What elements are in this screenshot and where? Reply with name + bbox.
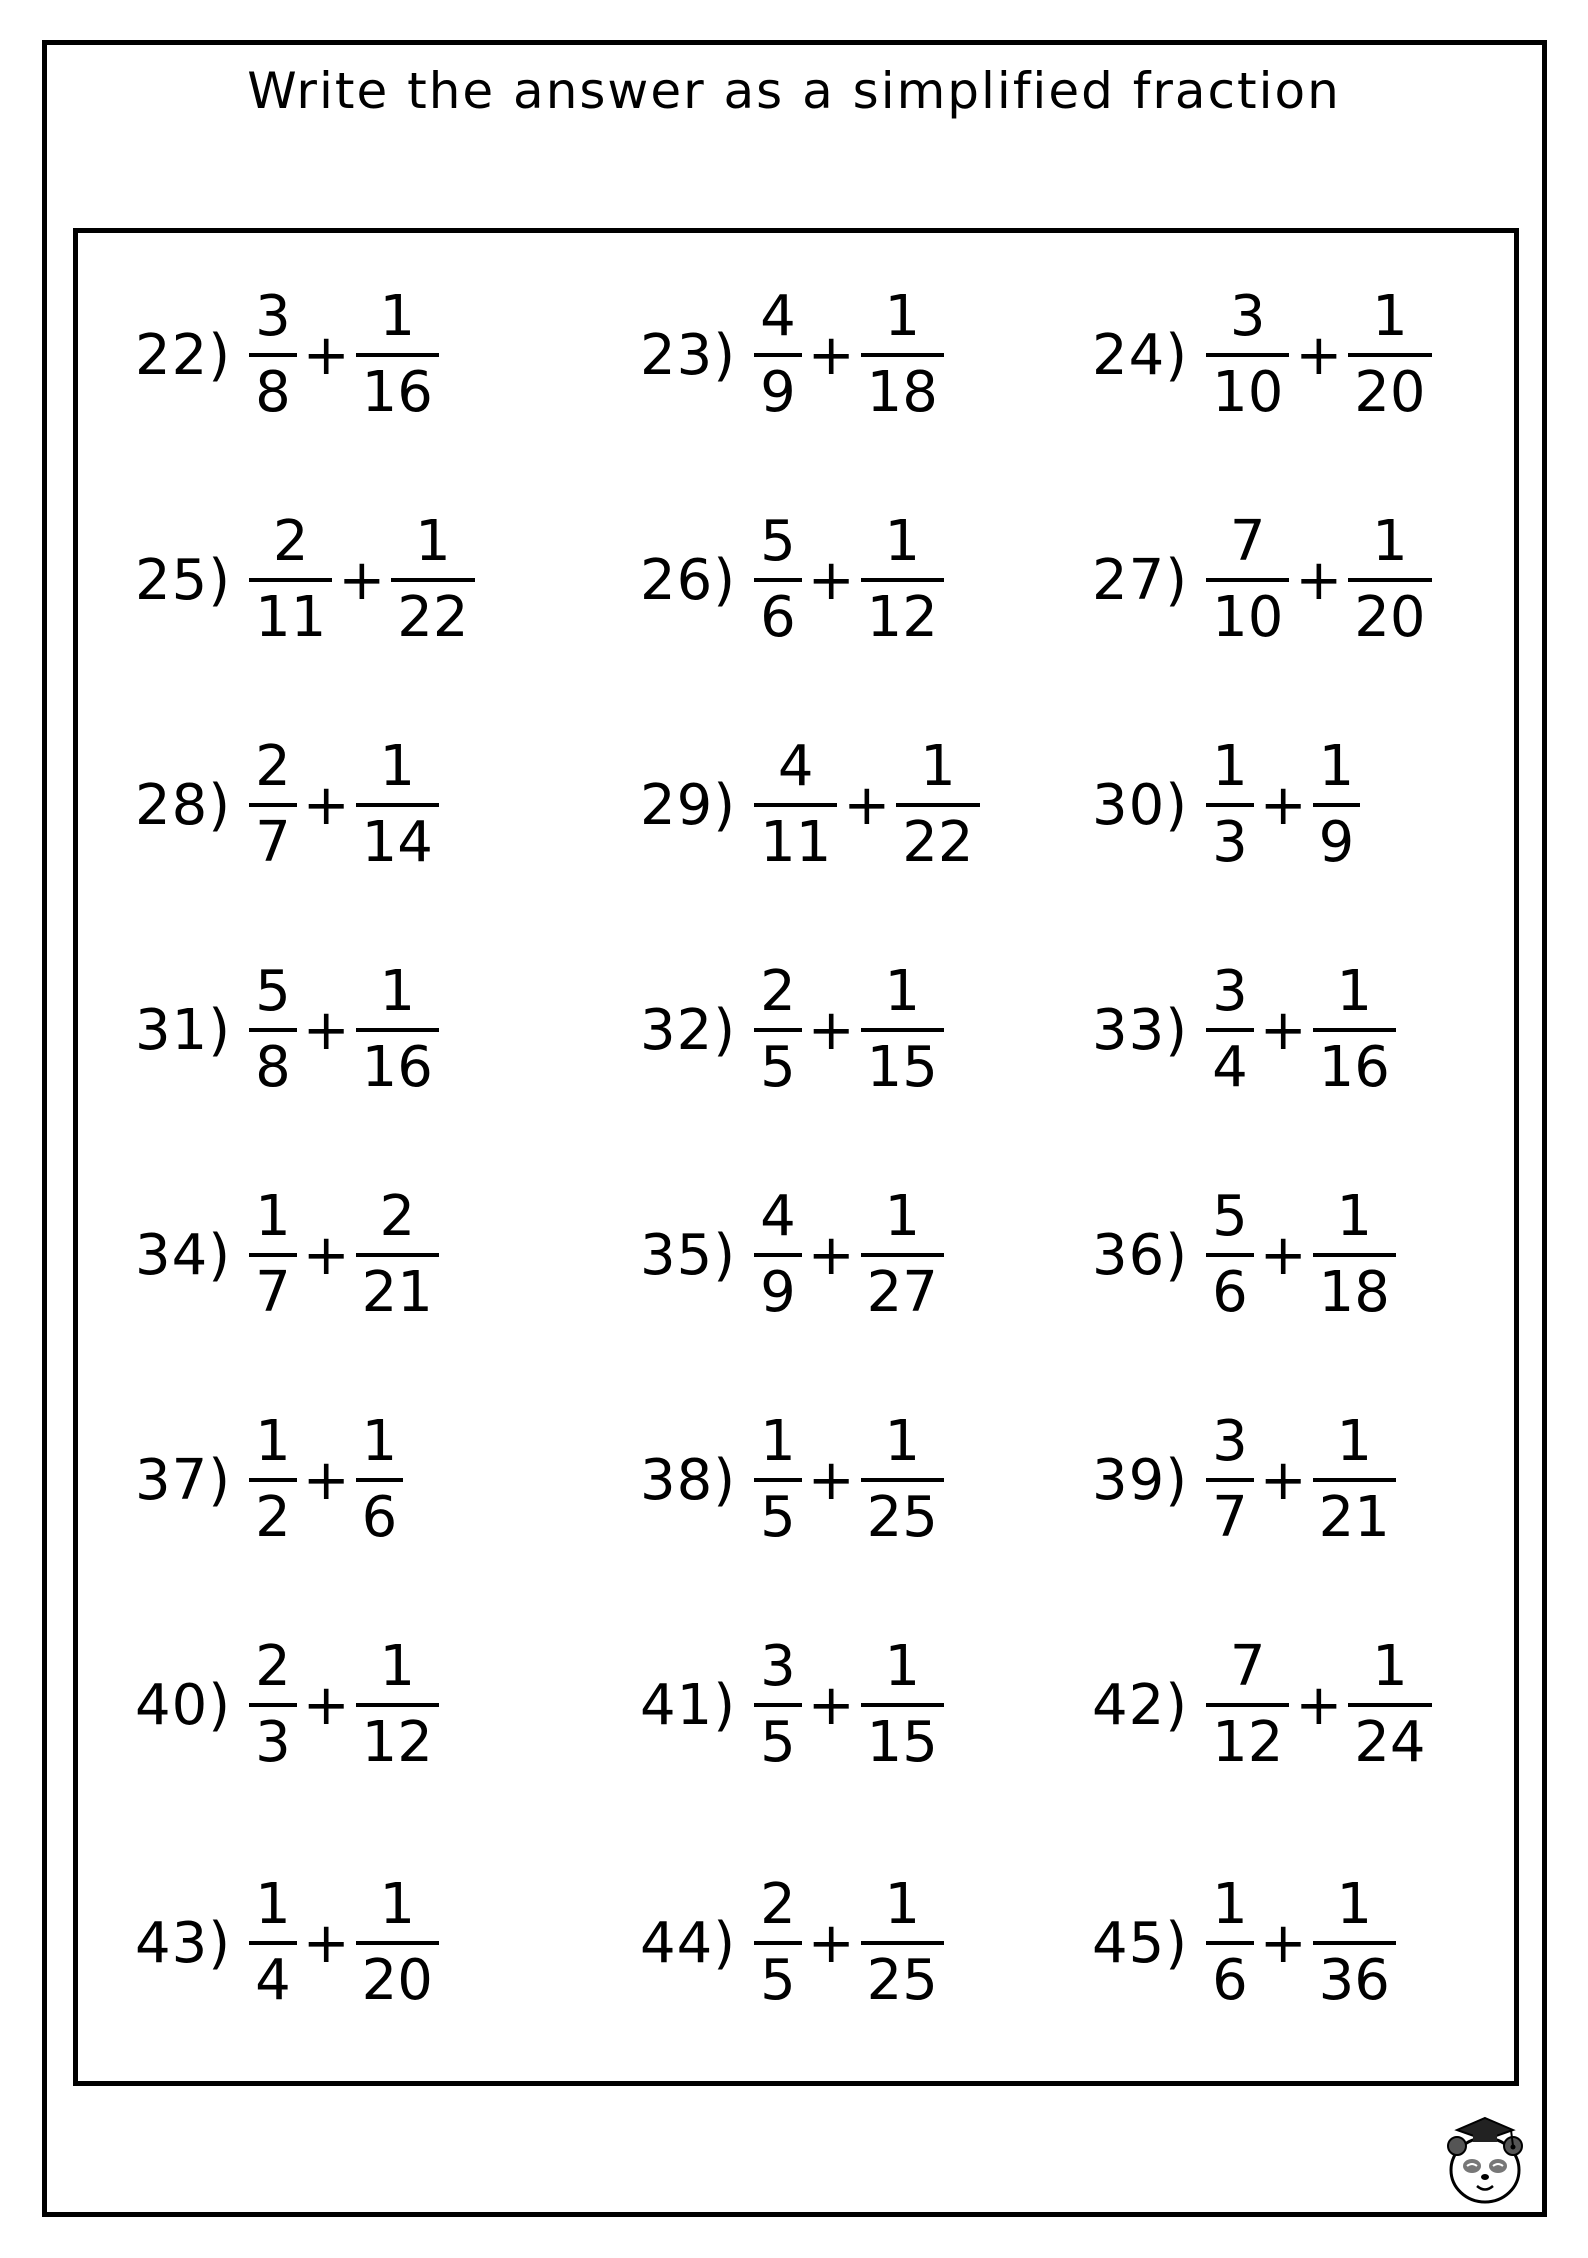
- fraction-a: [1206, 1409, 1254, 1550]
- fraction-a: [1206, 1872, 1254, 2013]
- denominator: 18: [1318, 1260, 1390, 1325]
- plus-sign: +: [302, 322, 350, 388]
- denominator: 24: [1354, 1710, 1426, 1775]
- problem-number: 22): [135, 322, 232, 388]
- numerator: 1: [361, 1409, 398, 1474]
- problem-number: 44): [640, 1910, 737, 1976]
- problem-number: 27): [1092, 547, 1189, 613]
- numerator: 1: [760, 1409, 796, 1474]
- numerator: 1: [1336, 1184, 1373, 1249]
- numerator: 1: [255, 1409, 291, 1474]
- plus-sign: +: [302, 772, 350, 838]
- denominator: 10: [1212, 585, 1284, 650]
- plus-sign: +: [302, 1222, 350, 1288]
- numerator: 1: [255, 1872, 291, 1937]
- denominator: 16: [361, 1035, 433, 1100]
- denominator: 21: [1318, 1485, 1390, 1550]
- denominator: 36: [1318, 1948, 1390, 2013]
- problem-item: [1092, 1405, 1396, 1555]
- plus-sign: +: [1295, 1672, 1343, 1738]
- fraction-b: [356, 1184, 439, 1325]
- denominator: 6: [1212, 1948, 1248, 2013]
- denominator: 4: [1212, 1035, 1248, 1100]
- fraction-b: [861, 959, 944, 1100]
- problem-item: [135, 1180, 439, 1330]
- fraction-a: [754, 1409, 802, 1550]
- problem-item: [640, 730, 980, 880]
- problem-item: [1092, 505, 1432, 655]
- numerator: 1: [379, 734, 416, 799]
- problem-item: [640, 505, 944, 655]
- numerator: 4: [760, 1184, 796, 1249]
- problem-number: 23): [640, 322, 737, 388]
- plus-sign: +: [302, 1447, 350, 1513]
- numerator: 5: [255, 959, 291, 1024]
- denominator: 7: [1212, 1485, 1248, 1550]
- graduate-panda-icon: [1435, 2110, 1535, 2210]
- plus-sign: +: [807, 1222, 855, 1288]
- problem-number: 38): [640, 1447, 737, 1513]
- problem-number: 29): [640, 772, 737, 838]
- numerator: 1: [1372, 284, 1408, 349]
- fraction-b: [1313, 959, 1396, 1100]
- numerator: 4: [777, 734, 814, 799]
- fraction-b: [861, 509, 944, 650]
- fraction-b: [861, 1872, 944, 2013]
- plus-sign: +: [807, 1447, 855, 1513]
- fraction-b: [861, 284, 944, 425]
- numerator: 1: [1372, 1634, 1408, 1699]
- numerator: 1: [884, 1872, 921, 1937]
- denominator: 27: [866, 1260, 938, 1325]
- numerator: 1: [1336, 1872, 1373, 1937]
- denominator: 20: [361, 1948, 433, 2013]
- numerator: 1: [1336, 1409, 1373, 1474]
- denominator: 8: [255, 360, 291, 425]
- fraction-a: [754, 1184, 802, 1325]
- problem-item: [135, 280, 439, 430]
- fraction-a: [249, 509, 332, 650]
- numerator: 1: [884, 509, 921, 574]
- plus-sign: +: [1259, 1222, 1307, 1288]
- fraction-b: [356, 1634, 439, 1775]
- plus-sign: +: [807, 1910, 855, 1976]
- fraction-b: [861, 1409, 944, 1550]
- numerator: 1: [415, 509, 451, 574]
- numerator: 3: [255, 284, 291, 349]
- fraction-b: [1313, 1409, 1396, 1550]
- problem-item: [640, 1868, 944, 2018]
- denominator: 5: [760, 1710, 796, 1775]
- fraction-b: [356, 1409, 404, 1550]
- fraction-a: [754, 1872, 802, 2013]
- problem-number: 32): [640, 997, 737, 1063]
- denominator: 7: [255, 1260, 291, 1325]
- problem-number: 26): [640, 547, 737, 613]
- plus-sign: +: [302, 1910, 350, 1976]
- numerator: 1: [1336, 959, 1373, 1024]
- plus-sign: +: [1259, 997, 1307, 1063]
- denominator: 5: [760, 1485, 796, 1550]
- fraction-a: [249, 1409, 297, 1550]
- denominator: 3: [255, 1710, 291, 1775]
- denominator: 15: [866, 1710, 938, 1775]
- problem-number: 33): [1092, 997, 1189, 1063]
- problem-item: [1092, 1180, 1396, 1330]
- fraction-a: [1206, 1184, 1254, 1325]
- problem-number: 40): [135, 1672, 232, 1738]
- numerator: 1: [884, 1184, 921, 1249]
- problem-item: [640, 955, 944, 1105]
- denominator: 20: [1354, 360, 1426, 425]
- denominator: 7: [255, 810, 291, 875]
- denominator: 6: [760, 585, 796, 650]
- fraction-a: [754, 959, 802, 1100]
- plus-sign: +: [1259, 772, 1307, 838]
- denominator: 3: [1212, 810, 1248, 875]
- problem-item: [1092, 955, 1396, 1105]
- plus-sign: +: [338, 547, 386, 613]
- fraction-a: [1206, 509, 1289, 650]
- numerator: 1: [1212, 1872, 1248, 1937]
- plus-sign: +: [807, 322, 855, 388]
- denominator: 9: [760, 360, 796, 425]
- plus-sign: +: [1259, 1447, 1307, 1513]
- numerator: 3: [1229, 284, 1266, 349]
- numerator: 7: [1229, 509, 1266, 574]
- fraction-a: [754, 284, 802, 425]
- numerator: 1: [1212, 734, 1248, 799]
- plus-sign: +: [843, 772, 891, 838]
- denominator: 25: [866, 1948, 938, 2013]
- fraction-b: [356, 734, 439, 875]
- problem-number: 30): [1092, 772, 1189, 838]
- numerator: 1: [379, 1634, 416, 1699]
- fraction-a: [249, 1634, 297, 1775]
- fraction-a: [249, 734, 297, 875]
- numerator: 3: [760, 1634, 796, 1699]
- numerator: 3: [1212, 1409, 1248, 1474]
- denominator: 16: [361, 360, 433, 425]
- denominator: 11: [760, 810, 832, 875]
- problem-number: 36): [1092, 1222, 1189, 1288]
- numerator: 1: [379, 1872, 416, 1937]
- denominator: 25: [866, 1485, 938, 1550]
- fraction-a: [249, 1872, 297, 2013]
- denominator: 22: [902, 810, 974, 875]
- fraction-b: [1348, 509, 1431, 650]
- fraction-b: [861, 1634, 944, 1775]
- problem-item: [135, 1405, 403, 1555]
- problem-number: 45): [1092, 1910, 1189, 1976]
- numerator: 2: [272, 509, 309, 574]
- fraction-b: [1313, 1184, 1396, 1325]
- problem-item: [135, 1868, 439, 2018]
- denominator: 6: [361, 1485, 398, 1550]
- denominator: 8: [255, 1035, 291, 1100]
- fraction-a: [249, 284, 297, 425]
- fraction-a: [1206, 1634, 1289, 1775]
- fraction-a: [1206, 734, 1254, 875]
- denominator: 9: [760, 1260, 796, 1325]
- denominator: 16: [1318, 1035, 1390, 1100]
- numerator: 1: [920, 734, 956, 799]
- numerator: 1: [884, 959, 921, 1024]
- fraction-a: [754, 1634, 802, 1775]
- problem-item: [640, 1405, 944, 1555]
- denominator: 10: [1212, 360, 1284, 425]
- problem-item: [135, 955, 439, 1105]
- problem-item: [640, 1630, 944, 1780]
- plus-sign: +: [807, 997, 855, 1063]
- fraction-b: [1313, 734, 1361, 875]
- fraction-b: [356, 1872, 439, 2013]
- fraction-a: [249, 1184, 297, 1325]
- numerator: 5: [1212, 1184, 1248, 1249]
- plus-sign: +: [807, 1672, 855, 1738]
- denominator: 6: [1212, 1260, 1248, 1325]
- numerator: 1: [255, 1184, 291, 1249]
- denominator: 2: [255, 1485, 291, 1550]
- problem-number: 43): [135, 1910, 232, 1976]
- fraction-a: [249, 959, 297, 1100]
- numerator: 1: [884, 1409, 921, 1474]
- denominator: 12: [1212, 1710, 1284, 1775]
- fraction-b: [1348, 1634, 1431, 1775]
- plus-sign: +: [302, 997, 350, 1063]
- denominator: 12: [361, 1710, 433, 1775]
- denominator: 11: [255, 585, 327, 650]
- denominator: 5: [760, 1035, 796, 1100]
- numerator: 4: [760, 284, 796, 349]
- fraction-a: [754, 734, 837, 875]
- plus-sign: +: [302, 1672, 350, 1738]
- numerator: 7: [1229, 1634, 1266, 1699]
- numerator: 2: [255, 1634, 291, 1699]
- numerator: 1: [884, 284, 921, 349]
- denominator: 5: [760, 1948, 796, 2013]
- problem-number: 37): [135, 1447, 232, 1513]
- fraction-b: [1313, 1872, 1396, 2013]
- denominator: 15: [866, 1035, 938, 1100]
- numerator: 2: [760, 959, 796, 1024]
- plus-sign: +: [1259, 1910, 1307, 1976]
- problem-number: 41): [640, 1672, 737, 1738]
- denominator: 22: [397, 585, 469, 650]
- fraction-a: [1206, 959, 1254, 1100]
- fraction-b: [861, 1184, 944, 1325]
- problem-item: [135, 1630, 439, 1780]
- denominator: 20: [1354, 585, 1426, 650]
- fraction-b: [356, 959, 439, 1100]
- numerator: 1: [1372, 509, 1408, 574]
- problem-number: 28): [135, 772, 232, 838]
- fraction-b: [391, 509, 474, 650]
- numerator: 1: [884, 1634, 921, 1699]
- denominator: 21: [361, 1260, 433, 1325]
- plus-sign: +: [807, 547, 855, 613]
- denominator: 9: [1318, 810, 1355, 875]
- fraction-b: [896, 734, 979, 875]
- problem-number: 39): [1092, 1447, 1189, 1513]
- problem-number: 35): [640, 1222, 737, 1288]
- numerator: 1: [379, 284, 416, 349]
- numerator: 2: [379, 1184, 416, 1249]
- denominator: 12: [866, 585, 938, 650]
- problem-item: [1092, 1868, 1396, 2018]
- fraction-a: [1206, 284, 1289, 425]
- problem-number: 34): [135, 1222, 232, 1288]
- denominator: 18: [866, 360, 938, 425]
- problem-number: 24): [1092, 322, 1189, 388]
- numerator: 2: [255, 734, 291, 799]
- problem-item: [135, 505, 475, 655]
- plus-sign: +: [1295, 547, 1343, 613]
- problem-item: [640, 1180, 944, 1330]
- problem-item: [1092, 730, 1360, 880]
- problem-number: 42): [1092, 1672, 1189, 1738]
- numerator: 1: [1318, 734, 1355, 799]
- problem-item: [640, 280, 944, 430]
- fraction-b: [1348, 284, 1431, 425]
- denominator: 4: [255, 1948, 291, 2013]
- denominator: 14: [361, 810, 433, 875]
- problem-number: 25): [135, 547, 232, 613]
- numerator: 1: [379, 959, 416, 1024]
- instruction-title: Write the answer as a simplified fraction: [247, 62, 1341, 120]
- numerator: 3: [1212, 959, 1248, 1024]
- numerator: 5: [760, 509, 796, 574]
- problem-item: [135, 730, 439, 880]
- problem-item: [1092, 280, 1432, 430]
- fraction-b: [356, 284, 439, 425]
- numerator: 2: [760, 1872, 796, 1937]
- plus-sign: +: [1295, 322, 1343, 388]
- problem-number: 31): [135, 997, 232, 1063]
- fraction-a: [754, 509, 802, 650]
- problem-item: [1092, 1630, 1432, 1780]
